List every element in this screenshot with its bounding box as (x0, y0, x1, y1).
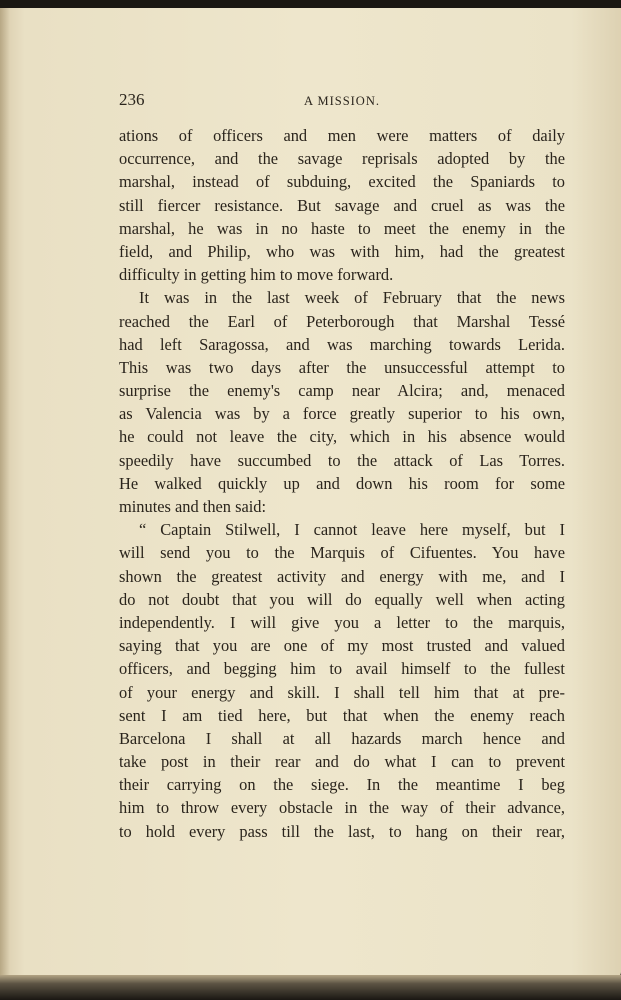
page-bottom-edge (0, 975, 621, 1000)
text-line: saying that you are one of my most trusted and valued (119, 636, 565, 656)
text-line: will send you to the Marquis of Cifuentes. You have (119, 543, 565, 563)
text-line: marshal, he was in no haste to meet the enemy in the (119, 218, 565, 238)
text-line: This was two days after the unsuccessful attempt to (119, 357, 565, 377)
text-line: shown the greatest activity and energy with me, and I (119, 566, 565, 586)
text-line: him to throw every obstacle in the way of their advance, (119, 798, 565, 818)
gutter-shadow (0, 8, 10, 978)
text-line: ations of officers and men were matters of daily (119, 126, 565, 145)
text-line: take post in their rear and do what I can to prevent (119, 752, 565, 772)
text-line: surprise the enemy's camp near Alcira; and, menaced (119, 381, 565, 401)
text-line: still fiercer resistance. But savage and cruel as was the (119, 195, 565, 215)
text-line: marshal, instead of subduing, excited the Spaniards to (119, 172, 565, 192)
text-line: independently. I will give you a letter to the marquis, (119, 612, 565, 632)
text-line: speedily have succumbed to the attack of Las Torres. (119, 450, 565, 470)
text-line: minutes and then said: (119, 497, 267, 516)
text-line: “ Captain Stilwell, I cannot leave here myself, but I (139, 520, 565, 540)
text-line: do not doubt that you will do equally well when acting (119, 589, 565, 609)
text-line: reached the Earl of Peterborough that Marshal Tessé (119, 311, 565, 331)
text-line: difficulty in getting him to move forward. (119, 265, 394, 285)
text-line: officers, and begging him to avail himself to the fullest (119, 659, 565, 679)
body-text (119, 124, 565, 843)
page-header (119, 90, 565, 112)
text-line: He walked quickly up and down his room for some (119, 473, 565, 493)
text-line: had left Saragossa, and was marching towards Lerida. (119, 334, 565, 354)
text-line: to hold every pass till the last, to hang on their rear, (119, 821, 565, 841)
running-head: A MISSION. (304, 94, 380, 108)
text-line: field, and Philip, who was with him, had the greatest (119, 241, 565, 261)
text-line: he could not leave the city, which in his absence would (119, 427, 565, 447)
text-line: Barcelona I shall at all hazards march hence and (119, 728, 565, 748)
text-line: as Valencia was by a force greatly superior to his own, (119, 404, 565, 424)
text-line: occurrence, and the savage reprisals adopted by the (119, 149, 565, 169)
text-line: their carrying on the siege. In the meantime I beg (119, 775, 565, 795)
text-line: of your energy and skill. I shall tell him that at pre- (119, 682, 565, 702)
page-number: 236 (119, 90, 145, 109)
text-line: sent I am tied here, but that when the enemy reach (119, 705, 565, 725)
text-line: It was in the last week of February that the news (139, 288, 565, 308)
